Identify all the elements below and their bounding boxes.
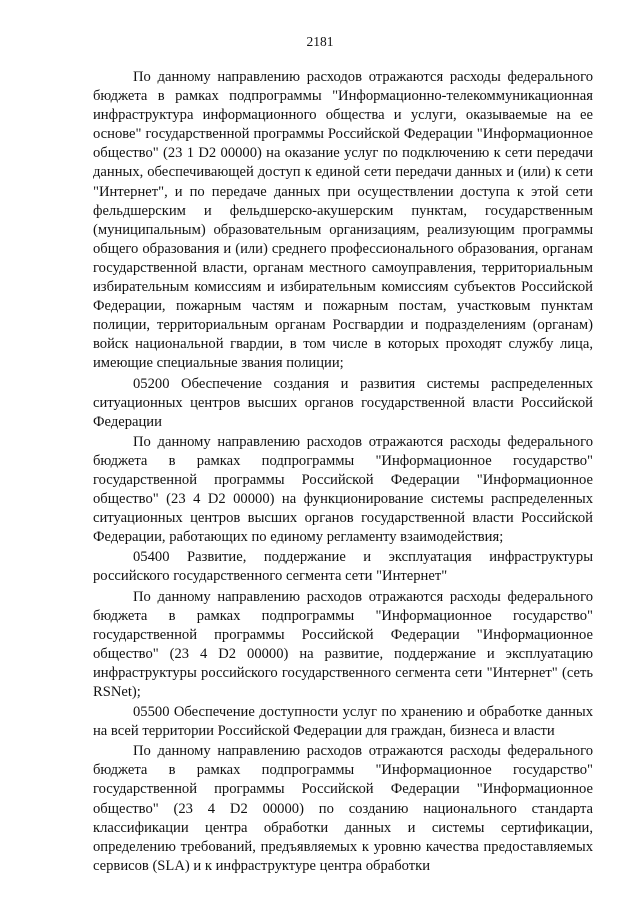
- heading-05200: 05200 Обеспечение создания и развития системы распределенных ситуационных центров высших органов государственной власти Российской Федерации: [93, 375, 593, 430]
- heading-05400: 05400 Развитие, поддержание и эксплуатация инфраструктуры российского государственного сегмента сети "Интернет": [93, 549, 593, 585]
- paragraph-data-processing: По данному направлению расходов отражаются расходы федерального бюджета в рамках подпрограммы "Информационное государство" государственной программы Российской Федерации "Информационное общество" (23 4 D2 00000) по созданию национального стандарта классификации центра обработки данных и системы сертификации, определению требований, предъявляемых к уровню качества предоставляемых сервисов (SLA) и к инфраструктуре центра обработки: [93, 743, 593, 874]
- paragraph-rsnet: По данному направлению расходов отражаются расходы федерального бюджета в рамках подпрограммы "Информационное государство" государственной программы Российской Федерации "Информационное общество" (23 4 D2 00000) на развитие, поддержание и эксплуатацию инфраструктуры российского государственного сегмента сети "Интернет" (сеть RSNet);: [93, 588, 593, 700]
- page-number: 2181: [306, 34, 334, 49]
- paragraph-situational-centers: По данному направлению расходов отражаются расходы федерального бюджета в рамках подпрограммы "Информационное государство" государственной программы Российской Федерации "Информационное общество" (23 4 D2 00000) на функционирование системы распределенных ситуационных центров высших органов государственной власти Российской Федерации, работающих по единому регламенту взаимодействия;: [93, 433, 593, 546]
- heading-05500: 05500 Обеспечение доступности услуг по хранению и обработке данных на всей территории Российской Федерации для граждан, бизнеса и власти: [93, 704, 593, 740]
- paragraph-subprogram-infrastructure: По данному направлению расходов отражаются расходы федерального бюджета в рамках подпрограммы "Информационно-телекоммуникационная инфраструктура информационного общества и услуги, оказываемые на ее основе" государственной программы Российской Федерации "Информационное общество" (23 1 D2 00000) на оказание услуг по подключению к сети передачи данных, обеспечивающей доступ к единой сети передачи данных и (или) к сети "Интернет", и по передаче данных при осуществлении доступа к этой сети фельдшерским и фельдшерско-акушерским пунктам, государственным (муниципальным) образовательным организациям, реализующим программы общего образования и (или) среднего профессионального образования, органам государственной власти, органам местного самоуправления, территориальным избирательным комиссиям и избирательным комиссиям субъектов Российской Федерации, пожарным частям и пожарным постам, участковым пунктам полиции, территориальным органам Росгвардии и подразделениям (органам) войск национальной гвардии, в том числе в которых проходят службу лица, имеющие специальные звания полиции;: [93, 69, 593, 372]
- document-body: [93, 68, 593, 877]
